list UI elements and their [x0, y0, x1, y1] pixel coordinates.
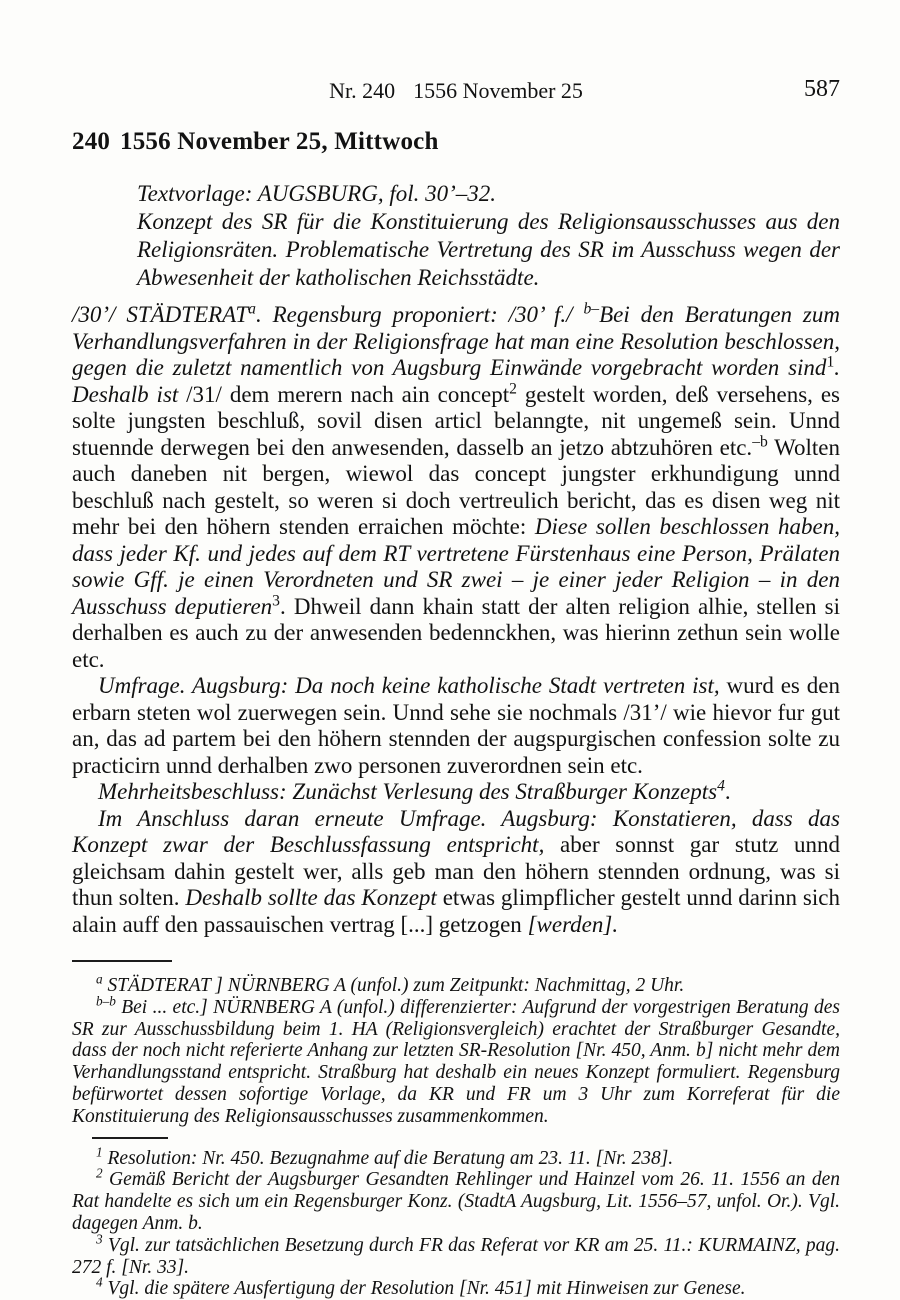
transcribed-text: gestelt worden, deß versehens, es solte jungsten beschluß, sovil disen articl belanngte, nit ungemeß sein. Unnd stuennde derwegen bei den anwesenden, dasselb an jetzo abtzuhören etc.	[72, 381, 840, 460]
entry-title: 1556 November 25, Mittwoch	[120, 128, 439, 155]
transcribed-text: aber sonnst gar stutz unnd gleichsam dahin gestelt wer, alls geb man den höhern stennden ordnung, was si thun solten.	[72, 832, 840, 910]
footnote-ref: 1	[826, 353, 835, 371]
page-number: 587	[804, 76, 840, 102]
editorial-text: . Regensburg proponiert: /30’ f./	[255, 302, 584, 327]
editorial-text: Mehrheitsbeschluss: Zunächst Verlesung des Straßburger Konzepts	[98, 779, 718, 804]
source-note-line: Textvorlage: AUGSBURG, fol. 30’–32.	[137, 181, 497, 206]
footnote: $^1$ Resolution: Nr. 450. Bezugnahme auf die Beratung am 23. 11. [Nr. 238].	[96, 1144, 674, 1169]
footnote-marker: 2	[96, 1165, 103, 1181]
editorial-text: Bei den Beratungen zum Verhandlungsverfahren in der Religionsfrage hat man eine Resolution beschlossen, gegen die zuletzt namentlich von Augsburg Einwände vorgebracht worden sind	[72, 302, 840, 380]
entry-body	[72, 302, 840, 938]
transcribed-text: . Dhweil dann khain statt der alten religion alhie, stellen si derhalben es auch zu der anwesenden bedennckhen, was hierinn zethun sein wolle etc.	[72, 593, 840, 672]
footnote: $^3$ Vgl. zur tatsächlichen Besetzung durch FR das Referat vor KR am 25. 11.: KURMAINZ, pag. 272 f. [Nr. 33].	[72, 1231, 840, 1278]
footnote-ref: 3	[272, 591, 280, 609]
editorial-text: . Deshalb ist	[72, 355, 840, 407]
editorial-text: Diese sollen beschlossen haben, dass jeder Kf. und jedes auf dem RT vertretene Fürstenhaus eine Person, Prälaten sowie Gff. je einen Verordneten und SR zwei – je einer jeder Religion – in den Ausschuss deputieren	[72, 514, 840, 619]
footnote-separator-letters	[72, 960, 172, 962]
footnote: $^a$ STÄDTERAT ] NÜRNBERG A (unfol.) zum Zeitpunkt: Nachmittag, 2 Uhr.	[96, 971, 685, 996]
footnote-ref: b–	[583, 300, 600, 318]
body-paragraph	[72, 806, 840, 939]
editorial-text: /30’/ STÄDTERAT	[72, 302, 249, 327]
footnote-separator-numbers	[92, 1137, 168, 1139]
footnote: $^4$ Vgl. die spätere Ausfertigung der Resolution [Nr. 451] mit Hinweisen zur Genese.	[96, 1274, 746, 1300]
entry-heading	[72, 128, 840, 156]
body-paragraph	[72, 302, 840, 673]
editorial-text: Deshalb sollte das Konzept	[185, 885, 437, 910]
transcribed-text: .	[724, 779, 731, 804]
entry-number: 240	[72, 128, 111, 155]
footnote-ref: 2	[509, 379, 517, 397]
transcribed-text: /31/ dem merern nach ain concept	[186, 381, 510, 407]
footnote: $^2$ Gemäß Bericht der Augsburger Gesandten Rehlinger und Hainzel vom 26. 11. 1556 an den Rat handelte es sich um ein Regensburger Konz. (StadtA Augsburg, Lit. 1556–57, unfol. Or.). Vgl. dagegen Anm. b.	[72, 1165, 840, 1234]
source-note-line: Konzept des SR für die Konstituierung des Religionsausschusses aus den Religionsräten. Problematische Vertretung des SR im Ausschuss wegen der Abwesenheit der katholischen Reichsstädte.	[137, 209, 840, 290]
letter-footnotes	[72, 971, 840, 1128]
running-header	[72, 78, 840, 104]
footnote-ref: 4	[717, 777, 725, 795]
numbered-footnotes	[72, 1144, 840, 1300]
running-header-title	[72, 78, 840, 104]
source-note	[137, 180, 840, 292]
body-paragraph	[72, 673, 840, 779]
editorial-text: [werden].	[527, 911, 619, 937]
footnote-ref: –b	[752, 432, 768, 450]
transcribed-text: Wolten auch daneben nit bergen, wiewol das concept jungster erkhundigung unnd beschluß nach gestelt, so weren si doch vertreulich bericht, das es disen weg nit mehr bei den höhern stenden erraichen möchte:	[72, 434, 840, 539]
critical-apparatus	[72, 960, 840, 1300]
footnote-marker: b–b	[96, 993, 116, 1009]
transcribed-text: wurd es den erbarn steten wol zuerwegen sein. Unnd sehe sie nochmals /31’/ wie hievor fur gut an, das ad partem bei den höhern stennden der augspurgischen confession solte zu practicirn unnd derhalben zwo personen zuverordnen sein etc.	[72, 673, 841, 778]
running-header-entry-date: 1556 November 25	[413, 78, 583, 103]
transcribed-text: etwas glimpflicher gestelt unnd darinn sich alain auff den passauischen vertrag [...] getzogen	[72, 885, 840, 937]
editorial-text: Umfrage. Augsburg: Da noch keine katholische Stadt vertreten ist,	[98, 673, 720, 698]
footnote-marker: a	[96, 971, 103, 987]
body-paragraph	[72, 779, 840, 806]
footnote-marker: 4	[96, 1274, 103, 1290]
footnote: $^{b-b}$ Bei ... etc.] NÜRNBERG A (unfol.) differenzierter: Aufgrund der vorgestrigen Beratung des SR zur Ausschussbildung beim 1. HA (Religionsvergleich) erachtet der Straßburger Gesandte, dass der noch nicht referierte Anhang zur letzten SR-Resolution [Nr. 450, Anm. b] nicht mehr dem Verhandlungsstand entspricht. Straßburg hat deshalb ein neues Konzept formuliert. Regensburg befürwortet dessen sofortige Vorlage, da KR und FR um 3 Uhr zum Korreferat für die Konstituierung des Religionsausschusses zusammenkommen.	[72, 993, 840, 1127]
footnote-marker: 1	[96, 1144, 103, 1160]
editorial-text: Im Anschluss daran erneute Umfrage. Augsburg: Konstatieren, dass das Konzept zwar der Beschlussfassung entspricht,	[72, 805, 840, 857]
footnote-marker: 3	[96, 1231, 103, 1247]
running-header-entry-number: Nr. 240	[329, 78, 396, 103]
footnote-ref: a	[248, 300, 256, 318]
